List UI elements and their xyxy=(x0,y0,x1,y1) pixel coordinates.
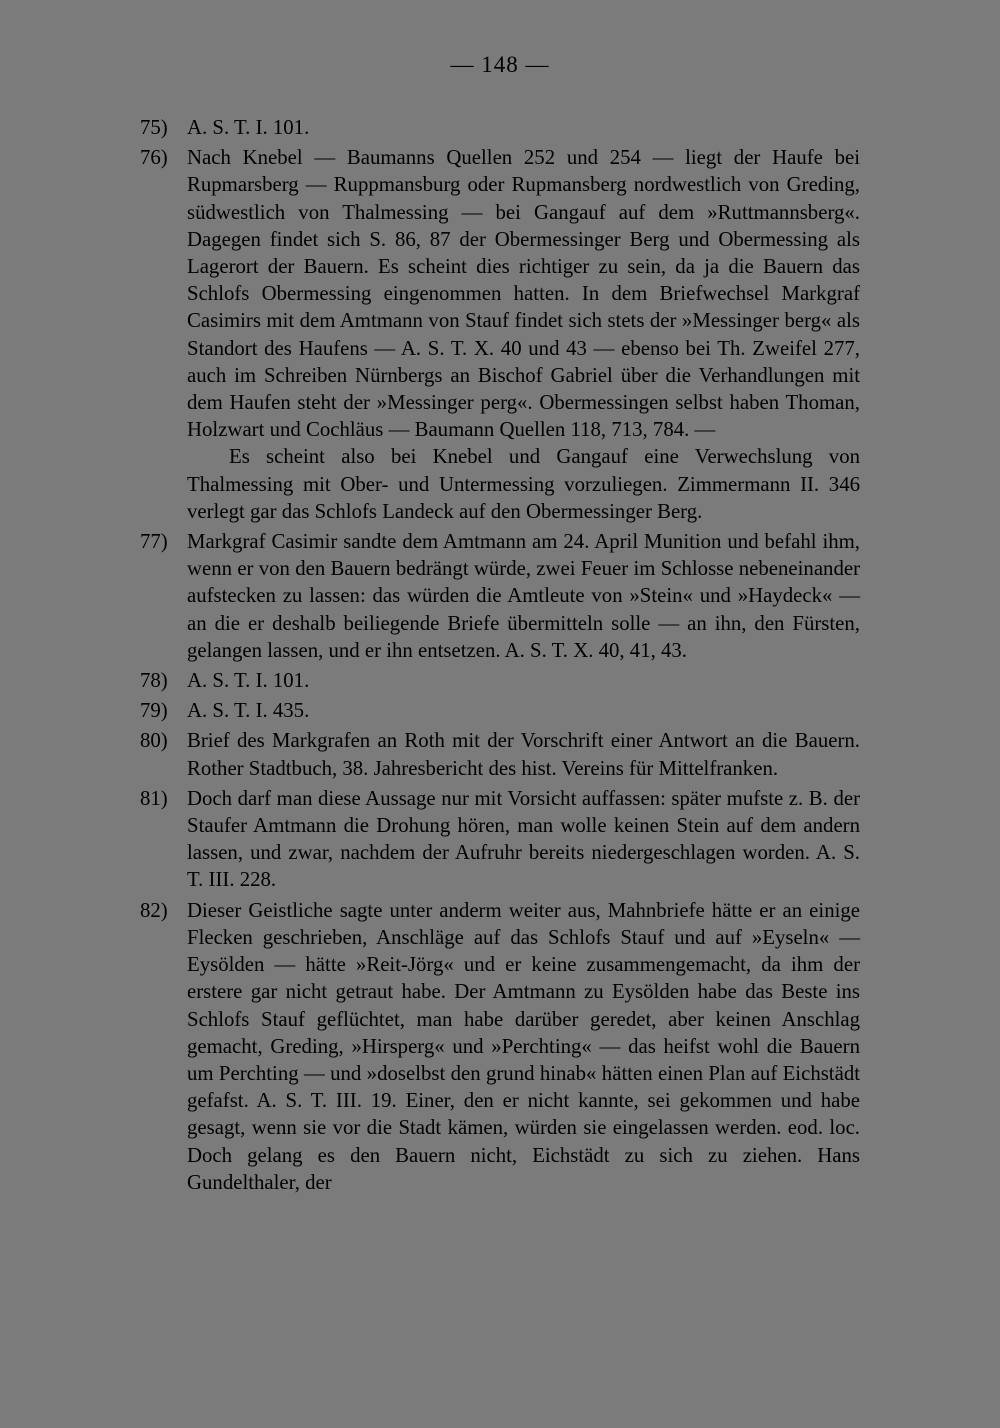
footnote-number: 76) xyxy=(140,146,168,170)
footnote-number: 79) xyxy=(140,699,168,723)
footnote-paragraph: A. S. T. I. 435. xyxy=(187,699,310,723)
footnotes-list xyxy=(140,114,860,1199)
footnote-body xyxy=(187,785,860,894)
footnote-number: 81) xyxy=(140,786,168,810)
footnote-item xyxy=(140,697,860,724)
footnote-item xyxy=(140,667,860,694)
footnote-body xyxy=(187,114,860,141)
footnote-paragraph: Dieser Geistliche sagte unter anderm weiter aus, Mahnbriefe hätte er an einige Flecken geschrieben, Anschläge auf das Schlofs Stauf und auf »Eyseln« — Eysölden — hätte »Reit-Jörg« und er keine zusammengemacht, da ihm der erstere gar nicht getraut habe. Der Amtmann zu Eysölden habe das Beste ins Schlofs Stauf geflüchtet, man habe darüber geredet, aber keinen Anschlag gemacht, Greding, »Hirsperg« und »Perchting« — das heifst wohl die Bauern um Perchting — und »doselbst den grund hinab« hätten einen Plan auf Eichstädt gefafst. A. S. T. III. 19. Einer, den er nicht kannte, sei gekommen und habe gesagt, wenn sie vor die Stadt kämen, würden sie eingelassen werden. eod. loc. Doch gelang es den Bauern nicht, Eichstädt zu sich zu ziehen. Hans Gundelthaler, der xyxy=(187,898,860,1194)
footnote-body xyxy=(187,727,860,781)
footnote-number: 82) xyxy=(140,898,168,922)
footnote-item xyxy=(140,114,860,141)
footnote-item xyxy=(140,727,860,781)
footnote-body xyxy=(187,144,860,525)
footnote-paragraph: Markgraf Casimir sandte dem Amtmann am 24. April Munition und befahl ihm, wenn er von den Bauern bedrängt würde, zwei Feuer im Schlosse nebeneinander aufstecken zu lassen: das würden die Amtleute von »Stein« und »Haydeck« — an die er deshalb beiliegende Briefe übermitteln solle — an ihn, den Fürsten, gelangen lassen, und er ihn entsetzen. A. S. T. X. 40, 41, 43. xyxy=(187,530,860,662)
footnote-item xyxy=(140,144,860,525)
footnote-body xyxy=(187,528,860,664)
footnote-item xyxy=(140,897,860,1196)
footnote-paragraph: Es scheint also bei Knebel und Gangauf eine Verwechslung von Thalmessing mit Ober- und Untermessing vorzuliegen. Zimmermann II. 346 verlegt gar das Schlofs Landeck auf den Obermessinger Berg. xyxy=(187,445,860,523)
footnote-paragraph: A. S. T. I. 101. xyxy=(187,669,310,693)
footnote-item xyxy=(140,785,860,894)
footnote-paragraph: A. S. T. I. 101. xyxy=(187,116,310,139)
page-number: — 148 — xyxy=(450,52,550,77)
footnote-paragraph: Doch darf man diese Aussage nur mit Vorsicht auffassen: später mufste z. B. der Staufer Amtmann die Drohung hören, man wolle keinen Stein auf dem andern lassen, und zwar, nachdem der Aufruhr bereits niedergeschlagen worden. A. S. T. III. 228. xyxy=(187,786,860,892)
footnote-number: 75) xyxy=(140,116,168,139)
footnote-paragraph: Brief des Markgrafen an Roth mit der Vorschrift einer Antwort an die Bauern. Rother Stadtbuch, 38. Jahresbericht des hist. Vereins für Mittelfranken. xyxy=(187,729,860,780)
footnote-number: 78) xyxy=(140,669,168,693)
footnote-body xyxy=(187,667,860,694)
footnote-body xyxy=(187,697,860,724)
footnote-paragraph: Nach Knebel — Baumanns Quellen 252 und 254 — liegt der Haufe bei Rupmarsberg — Ruppmansburg oder Rupmansberg nordwestlich von Greding, südwestlich von Thalmessing — bei Gangauf auf dem »Ruttmannsberg«. Dagegen findet sich S. 86, 87 der Obermessinger Berg und Obermessing als Lagerort der Bauern. Es scheint dies richtiger zu sein, da ja die Bauern das Schlofs Obermessing eingenommen hatten. In dem Briefwechsel Markgraf Casimirs mit dem Amtmann von Stauf findet sich stets der »Messinger berg« als Standort des Haufens — A. S. T. X. 40 und 43 — ebenso bei Th. Zweifel 277, auch im Schreiben Nürnbergs an Bischof Gabriel über die Verhandlungen mit dem Haufen steht der »Messinger perg«. Obermessingen selbst haben Thoman, Holzwart und Cochläus — Baumann Quellen 118, 713, 784. — xyxy=(187,146,860,442)
footnote-number: 80) xyxy=(140,729,168,753)
footnote-item xyxy=(140,528,860,664)
footnote-body xyxy=(187,897,860,1196)
footnote-number: 77) xyxy=(140,530,168,554)
